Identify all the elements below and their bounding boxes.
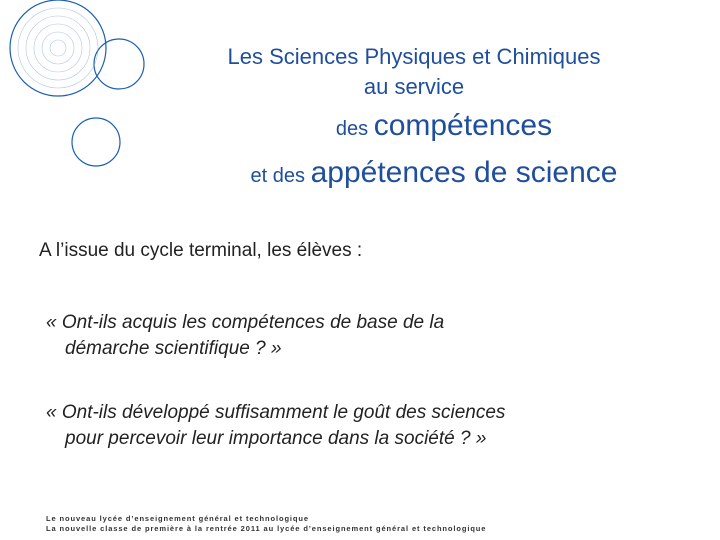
slide-title <box>140 42 688 198</box>
circle-large <box>10 0 106 96</box>
intro-text: A l’issue du cycle terminal, les élèves : <box>39 240 363 261</box>
question-2-line-1: « Ont-ils développé suffisamment le goût des sciences <box>46 402 506 423</box>
circle-small <box>72 118 120 166</box>
question-2-line-2: pour percevoir leur importance dans la société ? » <box>65 428 487 449</box>
footer-line-2: La nouvelle classe de première à la rentrée 2011 au lycée d’enseignement général et technologique <box>46 524 487 533</box>
title-line-4-big: appétences de science <box>310 156 618 189</box>
question-2 <box>46 400 505 452</box>
question-1-line-1: « Ont-ils acquis les compétences de base de la <box>46 312 445 333</box>
title-line-3 <box>140 106 688 151</box>
title-line-2: au service <box>363 74 465 99</box>
title-line-4-small: et des <box>250 165 311 187</box>
question-1 <box>46 310 444 362</box>
title-line-3-small: des <box>335 118 374 140</box>
circle-medium <box>94 39 144 89</box>
title-line-3-big: compétences <box>373 109 553 142</box>
title-line-1: Les Sciences Physiques et Chimiques <box>227 44 601 69</box>
question-1-line-2: démarche scientifique ? » <box>65 338 282 359</box>
title-line-4 <box>140 153 688 198</box>
footer <box>46 514 486 534</box>
footer-line-1: Le nouveau lycée d’enseignement général et technologique <box>46 514 309 523</box>
